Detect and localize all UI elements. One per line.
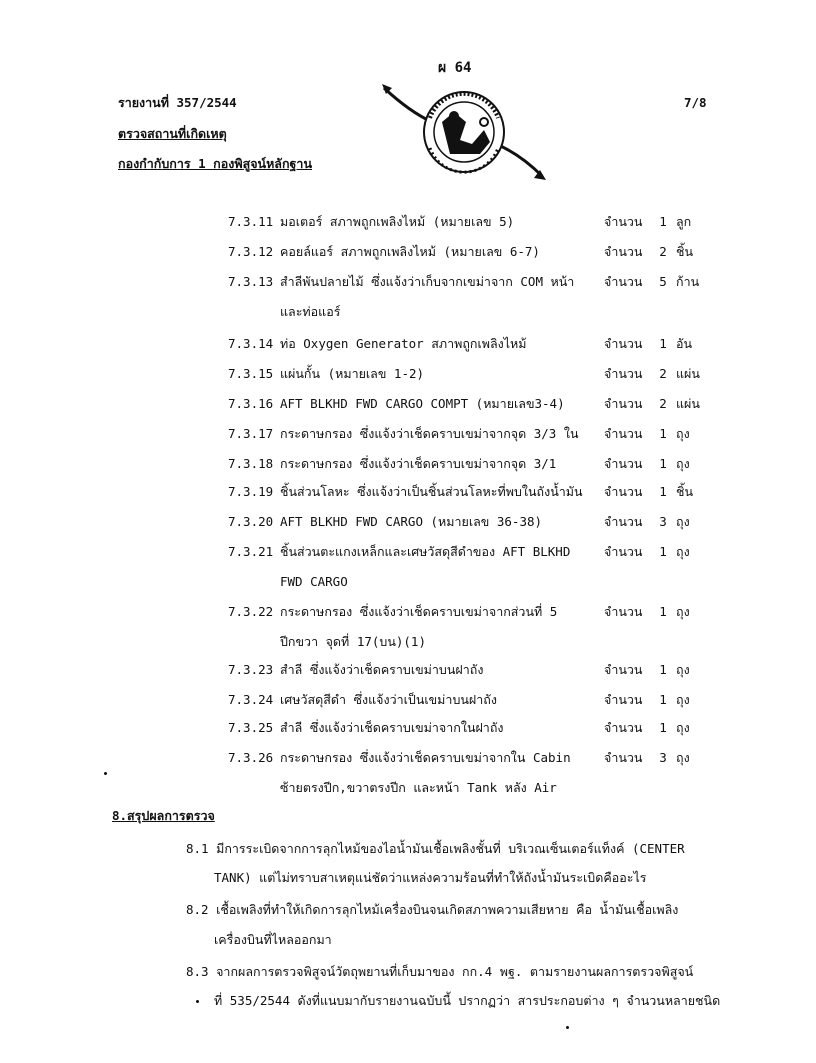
item-description: AFT BLKHD FWD CARGO COMPT (หมายเลข3-4): [280, 396, 565, 411]
speck: [566, 1026, 569, 1029]
item-description-continued: FWD CARGO: [280, 574, 348, 589]
speck: [104, 772, 107, 775]
item-description: มอเตอร์ สภาพถูกเพลิงไหม้ (หมายเลข 5): [280, 214, 515, 229]
item-number: 7.3.17: [228, 426, 274, 441]
item-unit-label: จำนวน: [604, 484, 643, 499]
item-piece-word: ถุง: [676, 544, 690, 559]
item-piece-word: ถุง: [676, 456, 690, 471]
item-description-continued: ซ้ายตรงปีก,ขวาตรงปีก และหน้า Tank หลัง Air: [280, 780, 557, 795]
item-number: 7.3.12: [228, 244, 274, 259]
item-unit-label: จำนวน: [604, 662, 643, 677]
police-forensic-seal-emblem-icon: [380, 82, 548, 182]
item-quantity: 1: [659, 426, 667, 441]
item-quantity: 2: [659, 396, 667, 411]
item-description: ชิ้นส่วนโลหะ ซึ่งแจ้งว่าเป็นชิ้นส่วนโลหะที่พบในถังน้ำมัน: [280, 484, 583, 499]
item-piece-word: ถุง: [676, 692, 690, 707]
item-description: คอยล์แอร์ สภาพถูกเพลิงไหม้ (หมายเลข 6-7): [280, 244, 540, 259]
section8-item-3-line-2: ที่ 535/2544 ดังที่แนบมากับรายงานฉบับนี้ ปรากฏว่า สารประกอบต่าง ๆ จำนวนหลายชนิด: [214, 993, 721, 1008]
section8-item-2-line-1: 8.2 เชื้อเพลิงที่ทำให้เกิดการลุกไหม้เครื่องบินจนเกิดสภาพความเสียหาย คือ น้ำมันเชื้อเพลิง: [186, 902, 679, 917]
item-piece-word: ถุง: [676, 662, 690, 677]
item-unit-label: จำนวน: [604, 396, 643, 411]
item-piece-word: ถุง: [676, 514, 690, 529]
item-number: 7.3.20: [228, 514, 274, 529]
item-description: กระดาษกรอง ซึ่งแจ้งว่าเช็ดคราบเขม่าจากจุด 3/3 ใน: [280, 426, 579, 441]
item-quantity: 1: [659, 662, 667, 677]
item-number: 7.3.22: [228, 604, 274, 619]
item-description: เศษวัสดุสีดำ ซึ่งแจ้งว่าเป็นเขม่าบนฝาถัง: [280, 692, 497, 707]
item-number: 7.3.15: [228, 366, 274, 381]
item-description-continued: ปีกขวา จุดที่ 17(บน)(1): [280, 634, 426, 649]
item-description: แผ่นกั้น (หมายเลข 1-2): [280, 366, 425, 381]
item-unit-label: จำนวน: [604, 514, 643, 529]
item-number: 7.3.11: [228, 214, 274, 229]
item-description: กระดาษกรอง ซึ่งแจ้งว่าเช็ดคราบเขม่าจากใน Cabin: [280, 750, 571, 765]
item-number: 7.3.26: [228, 750, 274, 765]
speck: [196, 1000, 199, 1003]
item-description: ชิ้นส่วนตะแกงเหล็กและเศษวัสดุสีดำของ AFT BLKHD: [280, 544, 571, 559]
item-piece-word: ถุง: [676, 720, 690, 735]
item-description: กระดาษกรอง ซึ่งแจ้งว่าเช็ดคราบเขม่าจากส่วนที่ 5: [280, 604, 558, 619]
item-quantity: 1: [659, 456, 667, 471]
item-piece-word: ชิ้น: [676, 244, 694, 259]
page-fraction: 7/8: [684, 95, 707, 110]
item-number: 7.3.19: [228, 484, 274, 499]
item-unit-label: จำนวน: [604, 692, 643, 707]
item-unit-label: จำนวน: [604, 750, 643, 765]
item-description: ท่อ Oxygen Generator สภาพถูกเพลิงไหม้: [280, 336, 527, 351]
item-piece-word: อัน: [676, 336, 693, 351]
item-quantity: 2: [659, 244, 667, 259]
item-description: สำลี ซึ่งแจ้งว่าเช็ดคราบเขม่าจากในฝาถัง: [280, 720, 504, 735]
item-piece-word: แผ่น: [676, 366, 700, 381]
item-quantity: 1: [659, 720, 667, 735]
subtitle-division: กองกำกับการ 1 กองพิสูจน์หลักฐาน: [118, 156, 312, 171]
item-description: สำลี ซึ่งแจ้งว่าเช็ดคราบเขม่าบนฝาถัง: [280, 662, 484, 677]
item-quantity: 1: [659, 484, 667, 499]
item-unit-label: จำนวน: [604, 604, 643, 619]
item-description: AFT BLKHD FWD CARGO (หมายเลข 36-38): [280, 514, 543, 529]
item-number: 7.3.14: [228, 336, 274, 351]
section8-item-1-line-2: TANK) แต่ไม่ทราบสาเหตุแน่ชัดว่าแหล่งความร้อนที่ทำให้ถังน้ำมันระเบิดคืออะไร: [214, 870, 647, 885]
item-piece-word: ชิ้น: [676, 484, 694, 499]
item-unit-label: จำนวน: [604, 720, 643, 735]
item-unit-label: จำนวน: [604, 214, 643, 229]
item-piece-word: แผ่น: [676, 396, 700, 411]
section8-heading: 8.สรุปผลการตรวจ: [112, 808, 215, 823]
item-quantity: 2: [659, 366, 667, 381]
item-number: 7.3.23: [228, 662, 274, 677]
section8-item-2-line-2: เครื่องบินที่ไหลออกมา: [214, 932, 332, 947]
item-quantity: 3: [659, 750, 667, 765]
item-piece-word: ก้าน: [676, 274, 700, 289]
section8-item-3-line-1: 8.3 จากผลการตรวจพิสูจน์วัตถุพยานที่เก็บมาของ กก.4 พฐ. ตามรายงานผลการตรวจพิสูจน์: [186, 964, 694, 979]
item-piece-word: ถุง: [676, 426, 690, 441]
subtitle-inspection: ตรวจสถานที่เกิดเหตุ: [118, 126, 227, 141]
item-unit-label: จำนวน: [604, 244, 643, 259]
item-quantity: 1: [659, 214, 667, 229]
item-number: 7.3.24: [228, 692, 274, 707]
item-number: 7.3.21: [228, 544, 274, 559]
item-description-continued: และท่อแอร์: [280, 304, 341, 319]
report-number: รายงานที่ 357/2544: [118, 95, 237, 110]
item-piece-word: ถุง: [676, 750, 690, 765]
item-quantity: 1: [659, 544, 667, 559]
item-quantity: 1: [659, 604, 667, 619]
item-quantity: 1: [659, 692, 667, 707]
item-unit-label: จำนวน: [604, 426, 643, 441]
item-description: สำลีพันปลายไม้ ซึ่งแจ้งว่าเก็บจากเขม่าจาก COM หน้า: [280, 274, 575, 289]
item-piece-word: ลูก: [676, 214, 692, 229]
item-quantity: 3: [659, 514, 667, 529]
item-piece-word: ถุง: [676, 604, 690, 619]
item-unit-label: จำนวน: [604, 366, 643, 381]
item-description: กระดาษกรอง ซึ่งแจ้งว่าเช็ดคราบเขม่าจากจุด 3/1: [280, 456, 557, 471]
item-number: 7.3.16: [228, 396, 274, 411]
item-unit-label: จำนวน: [604, 274, 643, 289]
page-code: ผ 64: [438, 60, 472, 76]
item-number: 7.3.13: [228, 274, 274, 289]
item-unit-label: จำนวน: [604, 544, 643, 559]
item-unit-label: จำนวน: [604, 456, 643, 471]
item-unit-label: จำนวน: [604, 336, 643, 351]
item-quantity: 1: [659, 336, 667, 351]
section8-item-1-line-1: 8.1 มีการระเบิดจากการลุกไหม้ของไอน้ำมันเชื้อเพลิงชั้นที่ บริเวณเซ็นเตอร์แท็งค์ (CENTER: [186, 841, 685, 856]
item-quantity: 5: [659, 274, 667, 289]
item-number: 7.3.25: [228, 720, 274, 735]
item-number: 7.3.18: [228, 456, 274, 471]
